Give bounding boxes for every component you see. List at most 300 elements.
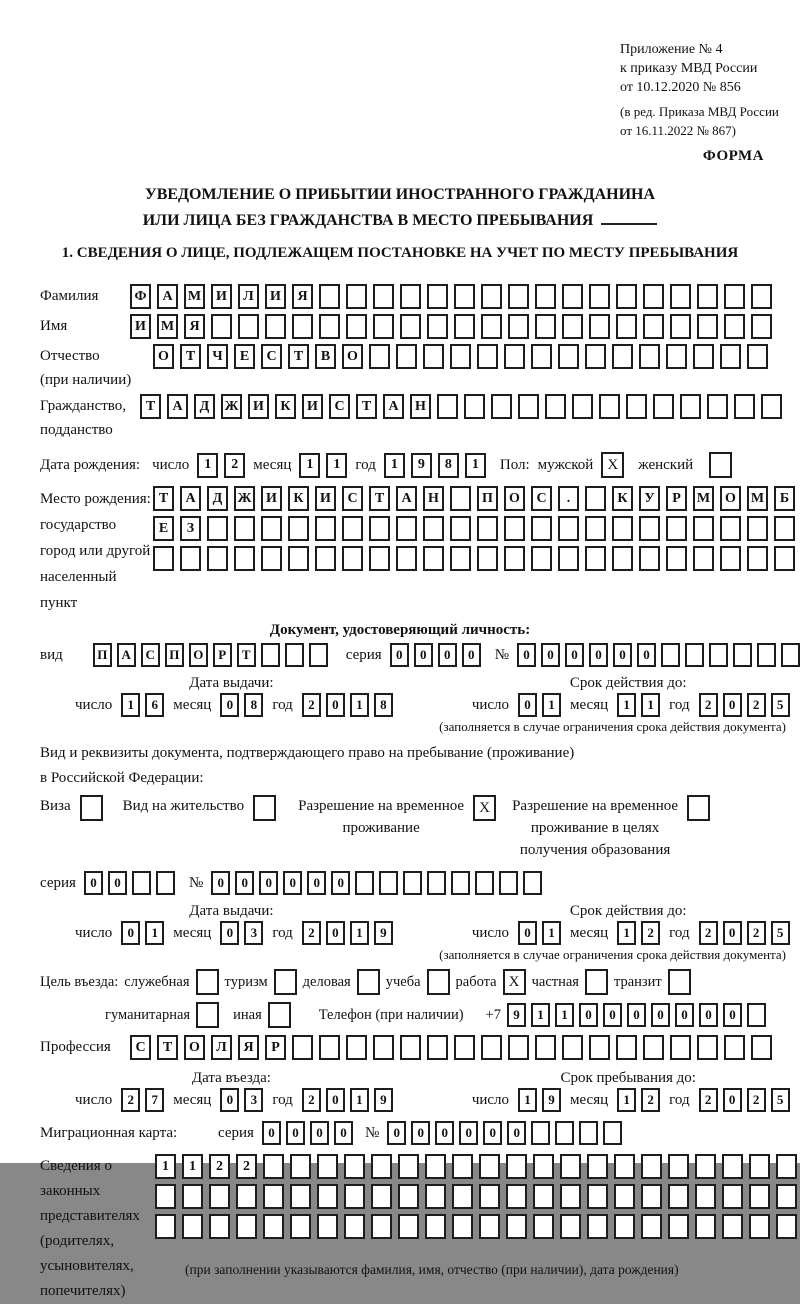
- char-cell[interactable]: [398, 1184, 419, 1209]
- char-cell[interactable]: [155, 1184, 176, 1209]
- char-cell[interactable]: [589, 1035, 610, 1060]
- char-cell[interactable]: [506, 1184, 527, 1209]
- char-cell[interactable]: [668, 1214, 689, 1239]
- char-cell[interactable]: 2: [209, 1154, 230, 1179]
- char-cell[interactable]: [668, 1184, 689, 1209]
- char-cell[interactable]: [535, 314, 556, 339]
- char-cell[interactable]: [555, 1121, 574, 1145]
- char-cell[interactable]: 6: [145, 693, 164, 717]
- char-cell[interactable]: 0: [589, 643, 608, 667]
- char-cell[interactable]: 2: [699, 1088, 718, 1112]
- char-cell[interactable]: [398, 1214, 419, 1239]
- char-cell[interactable]: 0: [121, 921, 140, 945]
- char-cell[interactable]: [506, 1154, 527, 1179]
- purpose-study-checkbox[interactable]: [427, 969, 450, 995]
- char-cell[interactable]: [437, 394, 458, 419]
- char-cell[interactable]: [504, 344, 525, 369]
- char-cell[interactable]: [373, 314, 394, 339]
- char-cell[interactable]: [209, 1214, 230, 1239]
- char-cell[interactable]: [477, 516, 498, 541]
- char-cell[interactable]: 0: [262, 1121, 281, 1145]
- char-cell[interactable]: 0: [517, 643, 536, 667]
- char-cell[interactable]: 2: [641, 921, 660, 945]
- char-cell[interactable]: [491, 394, 512, 419]
- char-cell[interactable]: И: [302, 394, 323, 419]
- char-cell[interactable]: Т: [369, 486, 390, 511]
- char-cell[interactable]: [639, 344, 660, 369]
- char-cell[interactable]: [479, 1154, 500, 1179]
- char-cell[interactable]: С: [531, 486, 552, 511]
- char-cell[interactable]: [724, 284, 745, 309]
- char-cell[interactable]: [545, 394, 566, 419]
- char-cell[interactable]: О: [184, 1035, 205, 1060]
- char-cell[interactable]: [344, 1184, 365, 1209]
- char-cell[interactable]: О: [720, 486, 741, 511]
- char-cell[interactable]: [562, 284, 583, 309]
- temp-residence-education-checkbox[interactable]: [687, 795, 710, 821]
- char-cell[interactable]: [668, 1154, 689, 1179]
- char-cell[interactable]: [639, 516, 660, 541]
- char-cell[interactable]: 0: [541, 643, 560, 667]
- char-cell[interactable]: 0: [613, 643, 632, 667]
- char-cell[interactable]: [504, 516, 525, 541]
- char-cell[interactable]: Ж: [221, 394, 242, 419]
- char-cell[interactable]: 0: [483, 1121, 502, 1145]
- char-cell[interactable]: [722, 1154, 743, 1179]
- char-cell[interactable]: [531, 344, 552, 369]
- char-cell[interactable]: [396, 516, 417, 541]
- char-cell[interactable]: [481, 284, 502, 309]
- char-cell[interactable]: [776, 1154, 797, 1179]
- char-cell[interactable]: [452, 1154, 473, 1179]
- char-cell[interactable]: [261, 643, 280, 667]
- char-cell[interactable]: 3: [244, 1088, 263, 1112]
- char-cell[interactable]: [533, 1214, 554, 1239]
- char-cell[interactable]: [666, 546, 687, 571]
- char-cell[interactable]: 9: [507, 1003, 526, 1027]
- char-cell[interactable]: [693, 546, 714, 571]
- char-cell[interactable]: [315, 516, 336, 541]
- char-cell[interactable]: 0: [462, 643, 481, 667]
- char-cell[interactable]: 3: [244, 921, 263, 945]
- char-cell[interactable]: Т: [237, 643, 256, 667]
- char-cell[interactable]: [695, 1184, 716, 1209]
- char-cell[interactable]: [585, 516, 606, 541]
- char-cell[interactable]: В: [315, 344, 336, 369]
- char-cell[interactable]: [523, 871, 542, 895]
- char-cell[interactable]: [720, 344, 741, 369]
- char-cell[interactable]: [288, 516, 309, 541]
- char-cell[interactable]: 0: [651, 1003, 670, 1027]
- char-cell[interactable]: [315, 546, 336, 571]
- char-cell[interactable]: [290, 1184, 311, 1209]
- char-cell[interactable]: А: [117, 643, 136, 667]
- char-cell[interactable]: 5: [771, 921, 790, 945]
- char-cell[interactable]: Л: [211, 1035, 232, 1060]
- char-cell[interactable]: 1: [155, 1154, 176, 1179]
- char-cell[interactable]: [653, 394, 674, 419]
- char-cell[interactable]: [693, 516, 714, 541]
- char-cell[interactable]: Я: [184, 314, 205, 339]
- char-cell[interactable]: [425, 1214, 446, 1239]
- char-cell[interactable]: М: [693, 486, 714, 511]
- char-cell[interactable]: [747, 344, 768, 369]
- char-cell[interactable]: [572, 394, 593, 419]
- char-cell[interactable]: [427, 314, 448, 339]
- char-cell[interactable]: 0: [675, 1003, 694, 1027]
- char-cell[interactable]: М: [184, 284, 205, 309]
- char-cell[interactable]: [612, 344, 633, 369]
- purpose-business-checkbox[interactable]: [357, 969, 380, 995]
- char-cell[interactable]: [695, 1154, 716, 1179]
- char-cell[interactable]: 1: [555, 1003, 574, 1027]
- char-cell[interactable]: [263, 1184, 284, 1209]
- char-cell[interactable]: [396, 344, 417, 369]
- char-cell[interactable]: [720, 546, 741, 571]
- char-cell[interactable]: [319, 1035, 340, 1060]
- char-cell[interactable]: 2: [302, 1088, 321, 1112]
- char-cell[interactable]: 0: [326, 1088, 345, 1112]
- char-cell[interactable]: Д: [194, 394, 215, 419]
- purpose-tourism-checkbox[interactable]: [274, 969, 297, 995]
- char-cell[interactable]: [450, 344, 471, 369]
- char-cell[interactable]: [403, 871, 422, 895]
- char-cell[interactable]: 2: [236, 1154, 257, 1179]
- char-cell[interactable]: [481, 314, 502, 339]
- char-cell[interactable]: 0: [390, 643, 409, 667]
- char-cell[interactable]: 0: [699, 1003, 718, 1027]
- char-cell[interactable]: С: [342, 486, 363, 511]
- char-cell[interactable]: П: [477, 486, 498, 511]
- char-cell[interactable]: [603, 1121, 622, 1145]
- char-cell[interactable]: [261, 546, 282, 571]
- char-cell[interactable]: [531, 546, 552, 571]
- char-cell[interactable]: 1: [542, 693, 561, 717]
- char-cell[interactable]: 1: [465, 453, 486, 478]
- char-cell[interactable]: О: [153, 344, 174, 369]
- char-cell[interactable]: [423, 344, 444, 369]
- char-cell[interactable]: [776, 1214, 797, 1239]
- char-cell[interactable]: [562, 314, 583, 339]
- char-cell[interactable]: 0: [723, 1003, 742, 1027]
- char-cell[interactable]: [531, 516, 552, 541]
- char-cell[interactable]: [263, 1154, 284, 1179]
- char-cell[interactable]: 0: [459, 1121, 478, 1145]
- char-cell[interactable]: 7: [145, 1088, 164, 1112]
- char-cell[interactable]: С: [130, 1035, 151, 1060]
- char-cell[interactable]: 0: [603, 1003, 622, 1027]
- char-cell[interactable]: К: [275, 394, 296, 419]
- char-cell[interactable]: [346, 1035, 367, 1060]
- char-cell[interactable]: [398, 1154, 419, 1179]
- char-cell[interactable]: 2: [747, 921, 766, 945]
- char-cell[interactable]: [265, 314, 286, 339]
- visa-checkbox[interactable]: [80, 795, 103, 821]
- char-cell[interactable]: 9: [374, 1088, 393, 1112]
- char-cell[interactable]: 0: [565, 643, 584, 667]
- char-cell[interactable]: 0: [387, 1121, 406, 1145]
- char-cell[interactable]: [685, 643, 704, 667]
- char-cell[interactable]: К: [288, 486, 309, 511]
- char-cell[interactable]: [450, 486, 471, 511]
- char-cell[interactable]: Е: [234, 344, 255, 369]
- char-cell[interactable]: Т: [180, 344, 201, 369]
- char-cell[interactable]: [400, 314, 421, 339]
- char-cell[interactable]: [670, 314, 691, 339]
- char-cell[interactable]: [643, 314, 664, 339]
- char-cell[interactable]: 2: [747, 1088, 766, 1112]
- char-cell[interactable]: 0: [283, 871, 302, 895]
- char-cell[interactable]: 0: [518, 693, 537, 717]
- char-cell[interactable]: 0: [326, 921, 345, 945]
- char-cell[interactable]: Ж: [234, 486, 255, 511]
- char-cell[interactable]: [400, 284, 421, 309]
- char-cell[interactable]: [319, 314, 340, 339]
- char-cell[interactable]: З: [180, 516, 201, 541]
- char-cell[interactable]: К: [612, 486, 633, 511]
- char-cell[interactable]: [666, 344, 687, 369]
- char-cell[interactable]: [342, 516, 363, 541]
- char-cell[interactable]: 1: [182, 1154, 203, 1179]
- char-cell[interactable]: 2: [121, 1088, 140, 1112]
- char-cell[interactable]: [344, 1214, 365, 1239]
- char-cell[interactable]: [379, 871, 398, 895]
- char-cell[interactable]: [643, 1035, 664, 1060]
- char-cell[interactable]: С: [141, 643, 160, 667]
- char-cell[interactable]: [427, 1035, 448, 1060]
- char-cell[interactable]: [720, 516, 741, 541]
- char-cell[interactable]: [155, 1214, 176, 1239]
- char-cell[interactable]: [285, 643, 304, 667]
- char-cell[interactable]: [153, 546, 174, 571]
- sex-male-checkbox[interactable]: X: [601, 452, 624, 478]
- temp-residence-checkbox[interactable]: X: [473, 795, 496, 821]
- char-cell[interactable]: [454, 284, 475, 309]
- char-cell[interactable]: Д: [207, 486, 228, 511]
- char-cell[interactable]: [585, 546, 606, 571]
- char-cell[interactable]: [309, 643, 328, 667]
- char-cell[interactable]: [508, 1035, 529, 1060]
- char-cell[interactable]: 2: [302, 693, 321, 717]
- char-cell[interactable]: [373, 284, 394, 309]
- char-cell[interactable]: [531, 1121, 550, 1145]
- char-cell[interactable]: [722, 1184, 743, 1209]
- char-cell[interactable]: 0: [334, 1121, 353, 1145]
- purpose-transit-checkbox[interactable]: [668, 969, 691, 995]
- char-cell[interactable]: 0: [411, 1121, 430, 1145]
- char-cell[interactable]: [479, 1214, 500, 1239]
- char-cell[interactable]: 2: [302, 921, 321, 945]
- char-cell[interactable]: П: [165, 643, 184, 667]
- char-cell[interactable]: 2: [224, 453, 245, 478]
- purpose-private-checkbox[interactable]: [585, 969, 608, 995]
- char-cell[interactable]: [288, 546, 309, 571]
- char-cell[interactable]: [238, 314, 259, 339]
- char-cell[interactable]: А: [396, 486, 417, 511]
- char-cell[interactable]: 0: [259, 871, 278, 895]
- char-cell[interactable]: Т: [140, 394, 161, 419]
- char-cell[interactable]: [749, 1154, 770, 1179]
- char-cell[interactable]: [599, 394, 620, 419]
- char-cell[interactable]: [724, 1035, 745, 1060]
- char-cell[interactable]: [666, 516, 687, 541]
- char-cell[interactable]: Ф: [130, 284, 151, 309]
- char-cell[interactable]: [661, 643, 680, 667]
- char-cell[interactable]: 2: [699, 921, 718, 945]
- char-cell[interactable]: Е: [153, 516, 174, 541]
- char-cell[interactable]: [499, 871, 518, 895]
- char-cell[interactable]: Р: [213, 643, 232, 667]
- char-cell[interactable]: [724, 314, 745, 339]
- char-cell[interactable]: 2: [699, 693, 718, 717]
- char-cell[interactable]: М: [747, 486, 768, 511]
- char-cell[interactable]: 1: [542, 921, 561, 945]
- char-cell[interactable]: [506, 1214, 527, 1239]
- char-cell[interactable]: [535, 1035, 556, 1060]
- char-cell[interactable]: Р: [666, 486, 687, 511]
- char-cell[interactable]: 1: [326, 453, 347, 478]
- char-cell[interactable]: 0: [637, 643, 656, 667]
- char-cell[interactable]: Я: [292, 284, 313, 309]
- char-cell[interactable]: [371, 1154, 392, 1179]
- char-cell[interactable]: 0: [723, 693, 742, 717]
- char-cell[interactable]: 1: [145, 921, 164, 945]
- char-cell[interactable]: 0: [331, 871, 350, 895]
- char-cell[interactable]: 1: [617, 693, 636, 717]
- char-cell[interactable]: [207, 516, 228, 541]
- char-cell[interactable]: [533, 1154, 554, 1179]
- char-cell[interactable]: [477, 546, 498, 571]
- char-cell[interactable]: О: [342, 344, 363, 369]
- char-cell[interactable]: 0: [220, 1088, 239, 1112]
- char-cell[interactable]: Н: [410, 394, 431, 419]
- char-cell[interactable]: [479, 1184, 500, 1209]
- char-cell[interactable]: [263, 1214, 284, 1239]
- char-cell[interactable]: [579, 1121, 598, 1145]
- char-cell[interactable]: [504, 546, 525, 571]
- char-cell[interactable]: [697, 1035, 718, 1060]
- char-cell[interactable]: С: [261, 344, 282, 369]
- char-cell[interactable]: О: [189, 643, 208, 667]
- char-cell[interactable]: [626, 394, 647, 419]
- char-cell[interactable]: [558, 546, 579, 571]
- char-cell[interactable]: [373, 1035, 394, 1060]
- char-cell[interactable]: [616, 284, 637, 309]
- char-cell[interactable]: 0: [723, 1088, 742, 1112]
- char-cell[interactable]: 1: [197, 453, 218, 478]
- char-cell[interactable]: И: [315, 486, 336, 511]
- char-cell[interactable]: [560, 1214, 581, 1239]
- char-cell[interactable]: [535, 284, 556, 309]
- purpose-work-checkbox[interactable]: X: [503, 969, 526, 995]
- char-cell[interactable]: [697, 314, 718, 339]
- char-cell[interactable]: [261, 516, 282, 541]
- char-cell[interactable]: [643, 284, 664, 309]
- char-cell[interactable]: Р: [265, 1035, 286, 1060]
- char-cell[interactable]: [425, 1154, 446, 1179]
- char-cell[interactable]: А: [180, 486, 201, 511]
- char-cell[interactable]: 0: [414, 643, 433, 667]
- char-cell[interactable]: [209, 1184, 230, 1209]
- char-cell[interactable]: [290, 1154, 311, 1179]
- char-cell[interactable]: 0: [220, 921, 239, 945]
- purpose-other-checkbox[interactable]: [268, 1002, 291, 1028]
- char-cell[interactable]: 0: [507, 1121, 526, 1145]
- char-cell[interactable]: 0: [579, 1003, 598, 1027]
- char-cell[interactable]: [508, 314, 529, 339]
- char-cell[interactable]: 0: [286, 1121, 305, 1145]
- char-cell[interactable]: 1: [299, 453, 320, 478]
- char-cell[interactable]: [317, 1154, 338, 1179]
- char-cell[interactable]: [751, 1035, 772, 1060]
- char-cell[interactable]: [344, 1154, 365, 1179]
- char-cell[interactable]: [697, 284, 718, 309]
- char-cell[interactable]: 5: [771, 1088, 790, 1112]
- char-cell[interactable]: 1: [350, 693, 369, 717]
- char-cell[interactable]: [396, 546, 417, 571]
- char-cell[interactable]: [641, 1154, 662, 1179]
- char-cell[interactable]: [751, 314, 772, 339]
- sex-female-checkbox[interactable]: [709, 452, 732, 478]
- char-cell[interactable]: [518, 394, 539, 419]
- char-cell[interactable]: [774, 516, 795, 541]
- char-cell[interactable]: 2: [641, 1088, 660, 1112]
- char-cell[interactable]: 0: [627, 1003, 646, 1027]
- char-cell[interactable]: 0: [723, 921, 742, 945]
- char-cell[interactable]: [454, 1035, 475, 1060]
- char-cell[interactable]: [680, 394, 701, 419]
- char-cell[interactable]: [317, 1184, 338, 1209]
- char-cell[interactable]: [451, 871, 470, 895]
- char-cell[interactable]: 9: [411, 453, 432, 478]
- char-cell[interactable]: [211, 314, 232, 339]
- char-cell[interactable]: Я: [238, 1035, 259, 1060]
- char-cell[interactable]: [612, 516, 633, 541]
- char-cell[interactable]: Н: [423, 486, 444, 511]
- char-cell[interactable]: 1: [531, 1003, 550, 1027]
- char-cell[interactable]: [589, 314, 610, 339]
- char-cell[interactable]: [475, 871, 494, 895]
- char-cell[interactable]: [423, 546, 444, 571]
- char-cell[interactable]: [641, 1184, 662, 1209]
- char-cell[interactable]: 2: [747, 693, 766, 717]
- char-cell[interactable]: [371, 1184, 392, 1209]
- char-cell[interactable]: [695, 1214, 716, 1239]
- char-cell[interactable]: 1: [121, 693, 140, 717]
- char-cell[interactable]: [533, 1184, 554, 1209]
- char-cell[interactable]: 0: [518, 921, 537, 945]
- char-cell[interactable]: И: [248, 394, 269, 419]
- char-cell[interactable]: О: [504, 486, 525, 511]
- char-cell[interactable]: Б: [774, 486, 795, 511]
- char-cell[interactable]: 1: [617, 921, 636, 945]
- char-cell[interactable]: [707, 394, 728, 419]
- char-cell[interactable]: [292, 1035, 313, 1060]
- char-cell[interactable]: Т: [153, 486, 174, 511]
- char-cell[interactable]: У: [639, 486, 660, 511]
- char-cell[interactable]: 0: [438, 643, 457, 667]
- char-cell[interactable]: 1: [350, 1088, 369, 1112]
- char-cell[interactable]: [616, 314, 637, 339]
- char-cell[interactable]: [156, 871, 175, 895]
- char-cell[interactable]: 0: [84, 871, 103, 895]
- char-cell[interactable]: [369, 344, 390, 369]
- char-cell[interactable]: [641, 1214, 662, 1239]
- char-cell[interactable]: 9: [542, 1088, 561, 1112]
- char-cell[interactable]: 0: [307, 871, 326, 895]
- char-cell[interactable]: [774, 546, 795, 571]
- char-cell[interactable]: А: [157, 284, 178, 309]
